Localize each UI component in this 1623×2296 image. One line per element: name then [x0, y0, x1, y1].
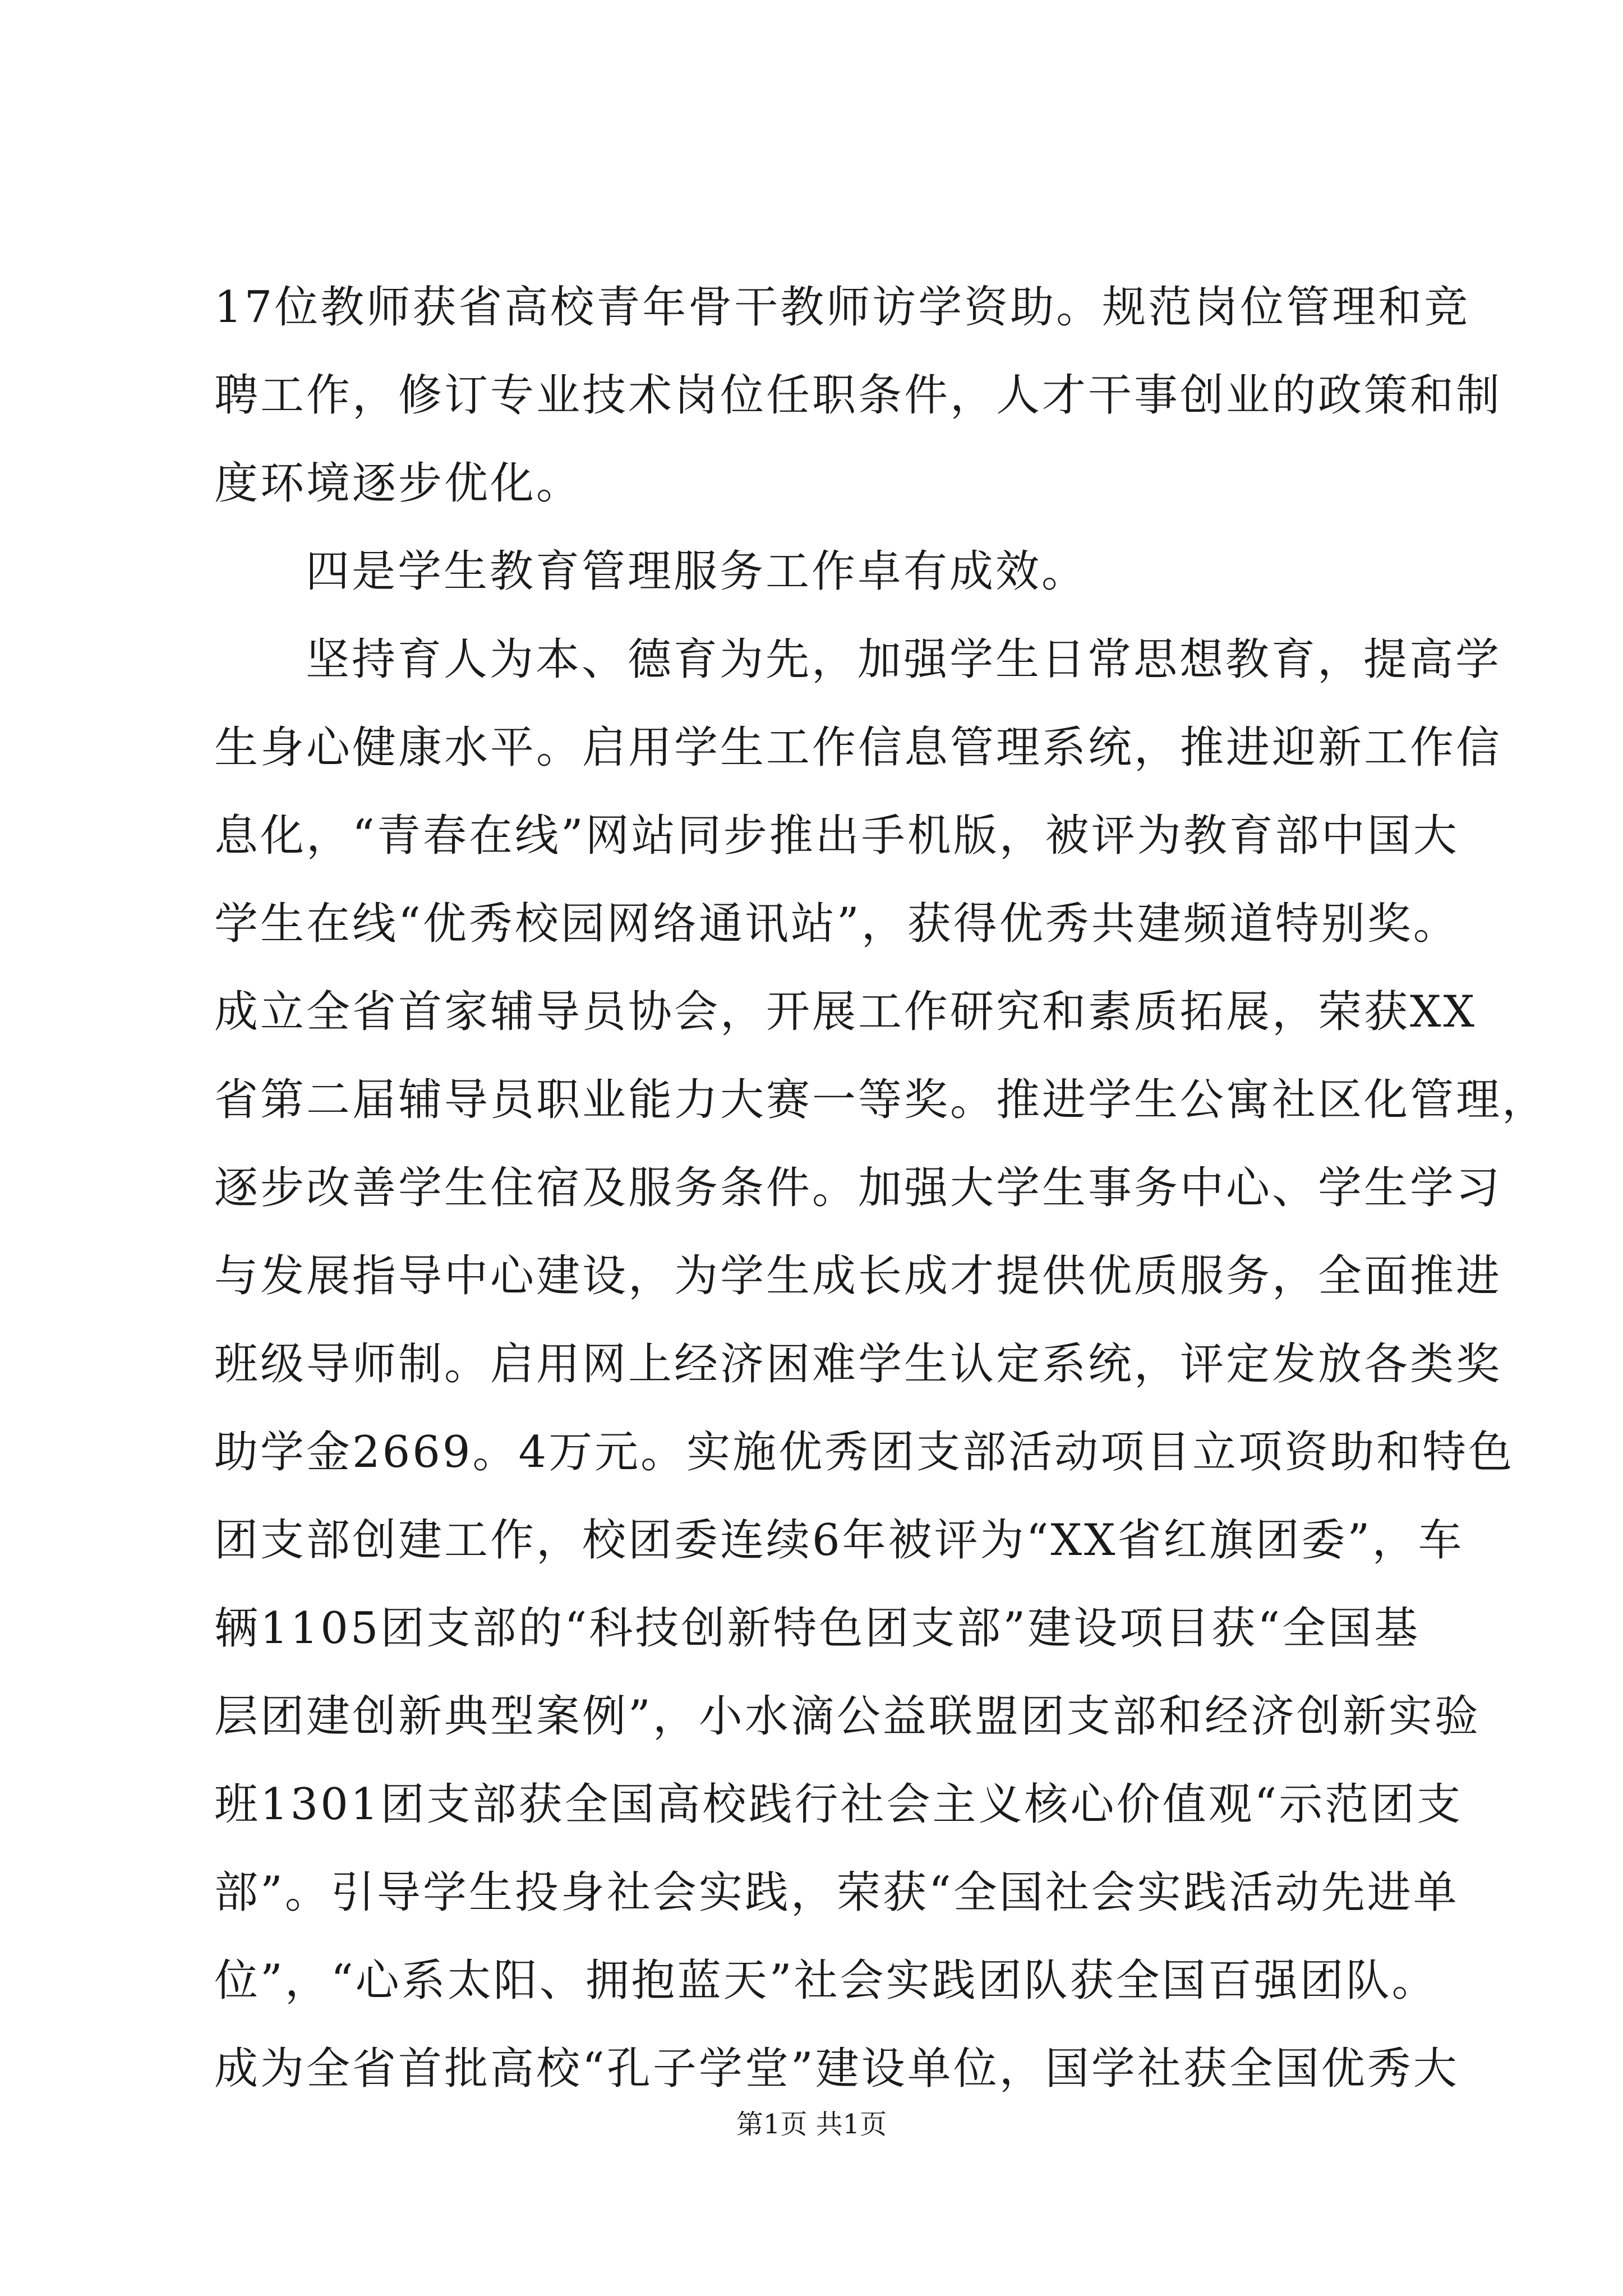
body-text [214, 264, 1548, 2113]
text-line-11: 逐步改善学生住宿及服务条件。加强大学生事务中心、学生学习 [214, 1163, 1502, 1213]
text-line-8: 学生在线“优秀校园网络通讯站”，获得优秀共建频道特别奖。 [214, 899, 1459, 949]
text-line-20: 位”，“心系太阳、拥抱蓝天”社会实践团队获全国百强团队。 [214, 1955, 1438, 2006]
text-line-1: 17位教师获省高校青年骨干教师访学资助。规范岗位管理和竞 [214, 282, 1470, 333]
text-line-10: 省第二届辅导员职业能力大赛一等奖。推进学生公寓社区化管理， [214, 1075, 1548, 1125]
text-line-2: 聘工作，修订专业技术岗位任职条件，人才干事创业的政策和制 [214, 370, 1502, 421]
text-line-13: 班级导师制。启用网上经济困难学生认定系统，评定发放各类奖 [214, 1339, 1502, 1389]
text-line-19: 部”。引导学生投身社会实践，荣获“全国社会实践活动先进单 [214, 1867, 1459, 1918]
text-line-21: 成为全省首批高校“孔子学堂”建设单位，国学社获全国优秀大 [214, 2044, 1459, 2094]
text-line-14: 助学金2669。4万元。实施优秀团支部活动项目立项资助和特色 [214, 1427, 1515, 1478]
text-line-7: 息化，“青春在线”网站同步推出手机版，被评为教育部中国大 [214, 811, 1459, 861]
text-line-5: 坚持育人为本、德育为先，加强学生日常思想教育，提高学 [306, 634, 1502, 685]
text-line-3: 度环境逐步优化。 [214, 458, 583, 509]
text-line-18: 班1301团支部获全国高校践行社会主义核心价值观“示范团支 [214, 1779, 1463, 1830]
text-line-16: 辆1105团支部的“科技创新特色团支部”建设项目获“全国基 [214, 1603, 1421, 1654]
text-line-9: 成立全省首家辅导员协会，开展工作研究和素质拓展，荣获XX [214, 987, 1477, 1037]
section-heading: 四是学生教育管理服务工作卓有成效。 [306, 546, 1088, 597]
text-line-15: 团支部创建工作，校团委连续6年被评为“XX省红旗团委”，车 [214, 1515, 1464, 1566]
text-line-12: 与发展指导中心建设，为学生成长成才提供优质服务，全面推进 [214, 1251, 1502, 1301]
text-line-17: 层团建创新典型案例”，小水滴公益联盟团支部和经济创新实验 [214, 1691, 1481, 1742]
text-line-6: 生身心健康水平。启用学生工作信息管理系统，推进迎新工作信 [214, 723, 1502, 773]
page-footer: 第1页 共1页 [736, 2109, 887, 2140]
